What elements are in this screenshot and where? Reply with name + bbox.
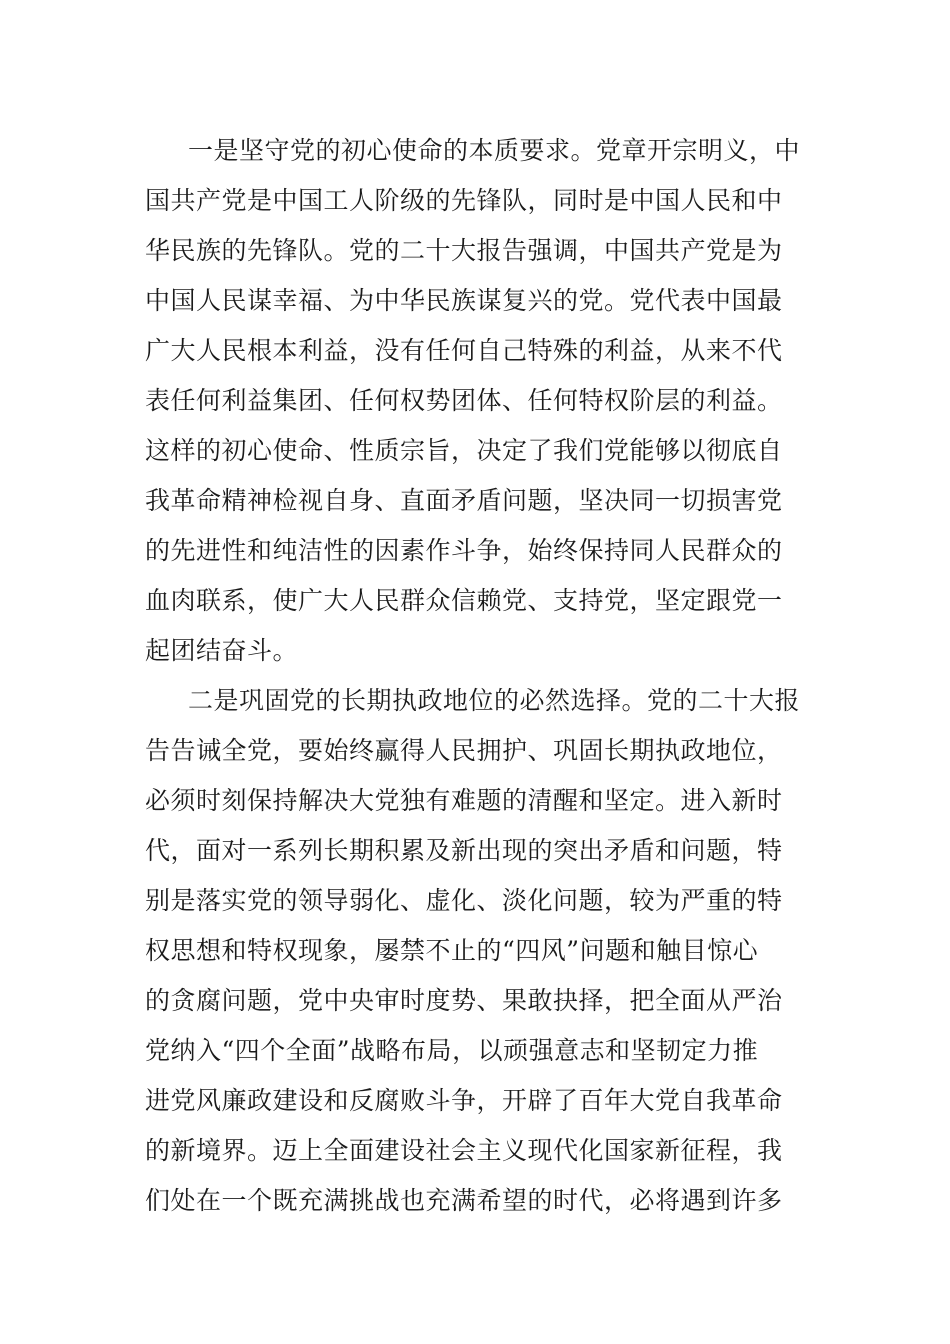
text-line: 血肉联系，使广大人民群众信赖党、支持党，坚定跟党一: [145, 586, 783, 615]
text-line: 党纳入“四个全面”战略布局，以顽强意志和坚韧定力推: [145, 1036, 759, 1065]
text-line: 必须时刻保持解决大党独有难题的清醒和坚定。进入新时: [145, 786, 783, 815]
document-body: [145, 126, 805, 1226]
text-line: 一是坚守党的初心使命的本质要求。党章开宗明义，中: [188, 136, 801, 165]
text-line: 国共产党是中国工人阶级的先锋队，同时是中国人民和中: [145, 186, 783, 215]
text-line: 们处在一个既充满挑战也充满希望的时代，必将遇到许多: [145, 1186, 783, 1215]
text-line: 权思想和特权现象，屡禁不止的“四风”问题和触目惊心: [145, 936, 759, 965]
paragraph-2: [145, 676, 805, 1226]
text-line: 表任何利益集团、任何权势团体、任何特权阶层的利益。: [145, 386, 783, 415]
text-line: 二是巩固党的长期执政地位的必然选择。党的二十大报: [188, 686, 801, 715]
text-line: 告告诫全党，要始终赢得人民拥护、巩固长期执政地位，: [145, 736, 783, 765]
text-line: 这样的初心使命、性质宗旨，决定了我们党能够以彻底自: [145, 436, 783, 465]
text-line: 代，面对一系列长期积累及新出现的突出矛盾和问题，特: [145, 836, 783, 865]
text-line: 的先进性和纯洁性的因素作斗争，始终保持同人民群众的: [145, 536, 783, 565]
text-line: 起团结奋斗。: [145, 636, 299, 665]
text-line: 中国人民谋幸福、为中华民族谋复兴的党。党代表中国最: [145, 286, 783, 315]
text-line: 别是落实党的领导弱化、虚化、淡化问题，较为严重的特: [145, 886, 783, 915]
text-line: 的贪腐问题，党中央审时度势、果敢抉择，把全面从严治: [145, 986, 783, 1015]
text-line: 进党风廉政建设和反腐败斗争，开辟了百年大党自我革命: [145, 1086, 783, 1115]
text-line: 的新境界。迈上全面建设社会主义现代化国家新征程，我: [145, 1136, 783, 1165]
paragraph-1: [145, 126, 805, 676]
text-line: 我革命精神检视自身、直面矛盾问题，坚决同一切损害党: [145, 486, 783, 515]
text-line: 华民族的先锋队。党的二十大报告强调，中国共产党是为: [145, 236, 783, 265]
text-line: 广大人民根本利益，没有任何自己特殊的利益，从来不代: [145, 336, 783, 365]
